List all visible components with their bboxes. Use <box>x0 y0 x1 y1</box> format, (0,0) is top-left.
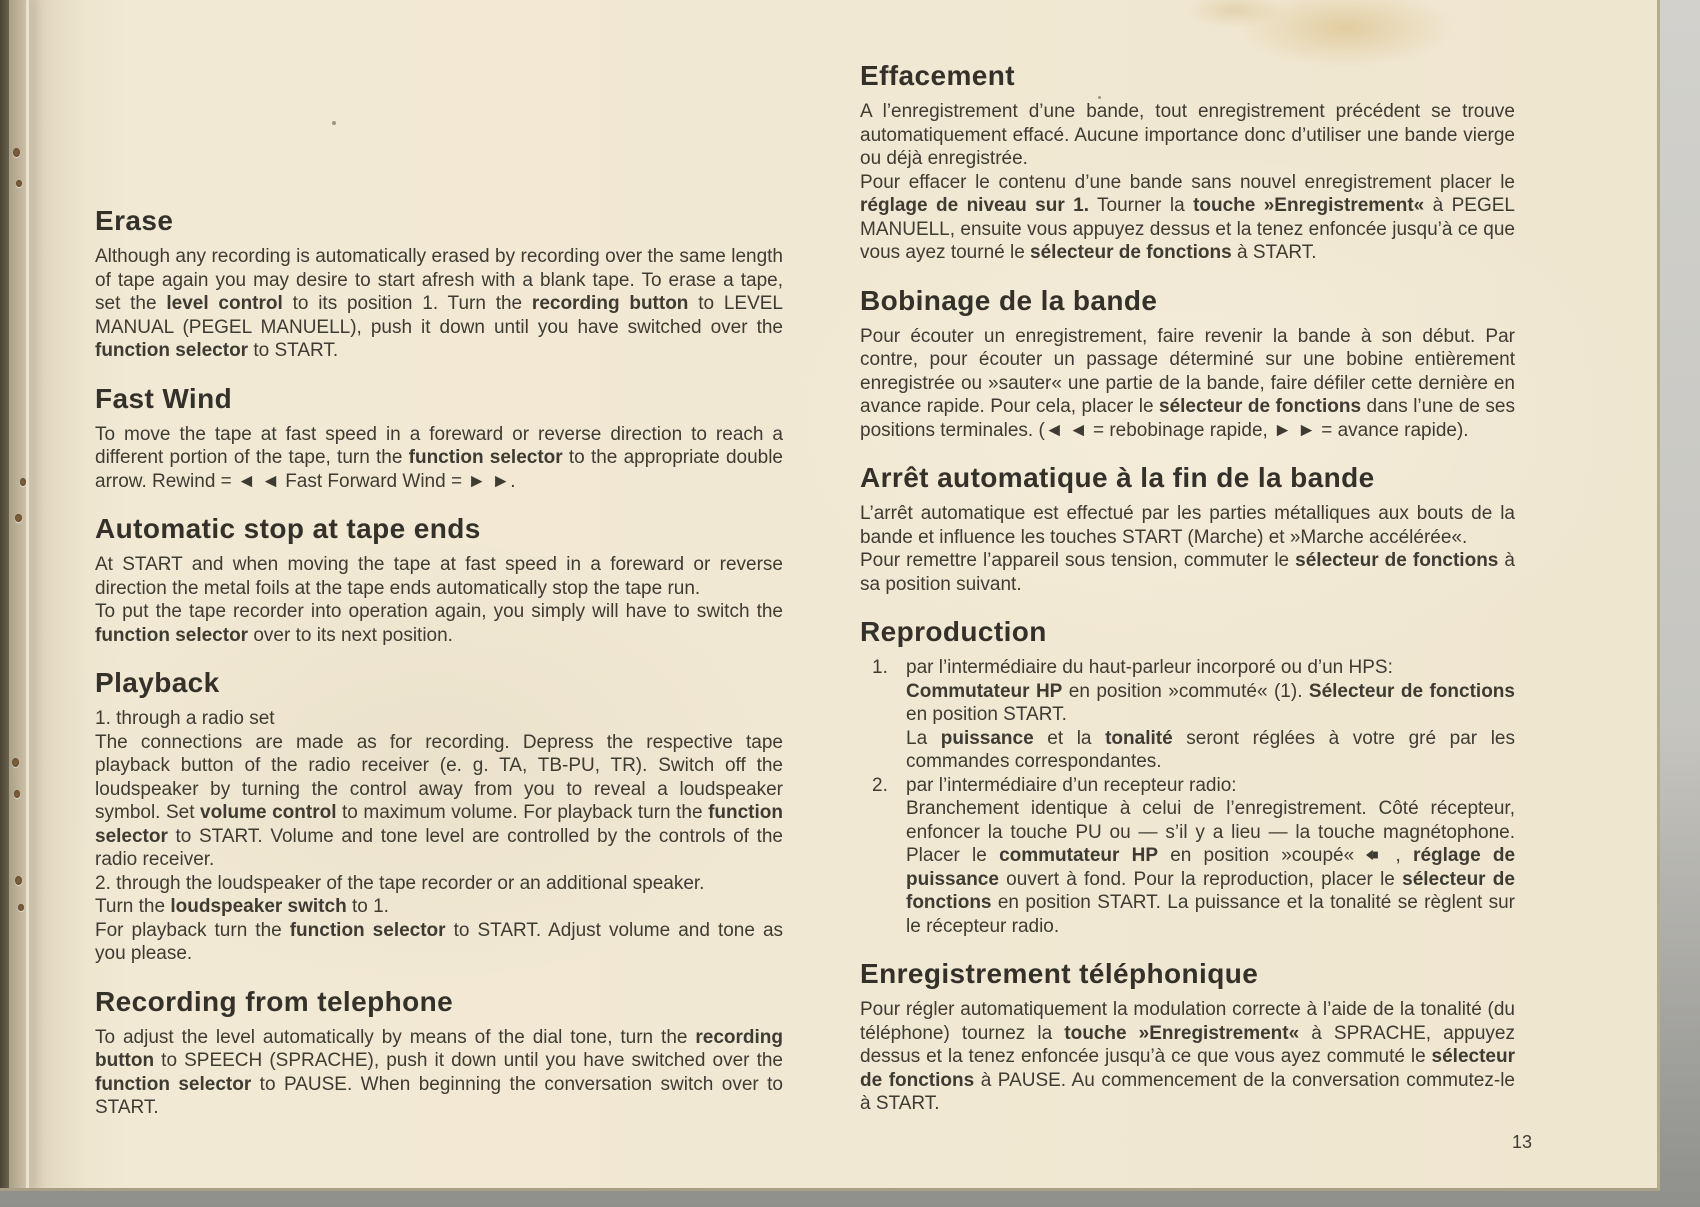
section-heading: Enregistrement téléphonique <box>860 958 1259 989</box>
text-run: en position START. <box>906 704 1067 725</box>
bold-term: commutateur HP <box>999 845 1159 866</box>
spine-edge <box>0 0 9 1188</box>
text-run: Pour effacer le contenu d’une bande sans nouvel enregistrement placer le <box>860 171 1515 193</box>
paragraph <box>860 797 1515 938</box>
text-run: à START. <box>1231 242 1317 263</box>
paragraph <box>860 100 1515 171</box>
text-run: La <box>906 727 941 749</box>
text-run: to START. Adjust volume and tone as you please. <box>95 919 784 964</box>
section-heading: Recording from telephone <box>95 985 454 1017</box>
text-run: To move the tape at fast speed in a foreward or reverse direction to reach a different portion of the tape, turn the <box>95 423 783 468</box>
list-marker: 2. <box>872 774 888 796</box>
text-run: en position »coupé« <box>1158 845 1367 866</box>
paragraph <box>95 1026 783 1120</box>
section-heading: Effacement <box>860 60 1015 91</box>
text-run: Pour remettre l’appareil sous tension, commuter le <box>860 550 1296 571</box>
text-run: to LEVEL MANUAL (PEGEL MANUELL), push it down until you have switched over the <box>95 293 783 338</box>
column-right <box>860 60 1515 1116</box>
text-run: To adjust the level automatically by means of the dial tone, turn the <box>95 1026 696 1048</box>
stitch-hole <box>13 148 20 157</box>
section-heading: Fast Wind <box>95 382 233 414</box>
list-item <box>860 656 1515 680</box>
text-run: à PEGEL MANUELL, ensuite vous appuyez dessus et la tenez enfoncée jusqu’à ce que vous ayez tourné le <box>860 195 1516 263</box>
bold-term: volume control <box>200 802 337 823</box>
stitch-hole <box>14 790 20 798</box>
text-run: en position START. La puissance et la tonalité se règlent sur le récepteur radio. <box>906 892 1515 937</box>
text-run: to SPEECH (SPRACHE), push it down until you have switched over the <box>154 1050 783 1071</box>
list-marker: 1. <box>872 657 888 678</box>
text-run: To put the tape recorder into operation again, you simply will have to switch the <box>95 601 783 622</box>
paragraph <box>95 919 783 966</box>
paragraph <box>95 600 783 647</box>
text-run: dans l’une de ses positions terminales. (◄ ◄ = rebobinage rapide, ► ► = avance rapide). <box>860 396 1515 441</box>
paragraph <box>95 731 783 872</box>
text-run: Pour écouter un enregistrement, faire revenir la bande à son début. Par contre, pour écouter un passage déterminé sur une bobine entièrement enregistrée ou »sauter« une partie de la bande, faire défiler cette dernière en avance rapide. Pour cela, placer le <box>860 325 1515 417</box>
bold-term: puissance <box>940 727 1034 749</box>
bold-term: tonalité <box>1105 727 1173 749</box>
paragraph <box>95 423 783 494</box>
paragraph <box>860 502 1515 549</box>
bold-term: Sélecteur de fonctions <box>1308 680 1515 702</box>
page-crease <box>26 0 29 1188</box>
bold-term: sélecteur de fonctions <box>906 868 1515 913</box>
paragraph <box>860 998 1515 1116</box>
paragraph <box>860 171 1515 265</box>
text-run: to its position 1. Turn the <box>282 293 532 314</box>
bold-term: function selector <box>95 340 249 361</box>
bold-term: touche »Enregistrement« <box>1064 1022 1300 1044</box>
bold-term: sélecteur de fonctions <box>1295 550 1499 571</box>
stitch-hole <box>20 478 26 486</box>
section-heading: Arrêt automatique à la fin de la bande <box>860 462 1375 493</box>
stitch-hole <box>15 514 22 522</box>
text-run: , <box>1383 845 1414 866</box>
text-run: to START. Volume and tone level are controlled by the controls of the radio receiver. <box>95 825 783 870</box>
section-heading: Bobinage de la bande <box>860 284 1158 316</box>
bold-term: function selector <box>408 447 563 468</box>
bold-term: function selector <box>95 624 249 646</box>
bold-term: réglage de puissance <box>906 845 1516 890</box>
text-run: seront réglées à votre gré par les commandes correspondantes. <box>906 727 1515 772</box>
text-run: over to its next position. <box>248 624 453 646</box>
text-run: to 1. <box>346 896 389 917</box>
list-item <box>860 774 1515 798</box>
text-run: Turn the <box>95 896 171 917</box>
text-run: à SPRACHE, appuyez dessus et la tenez enfoncée jusqu’à ce que vous ayez commuté le <box>860 1022 1515 1067</box>
text-run: Tourner la <box>1088 195 1194 216</box>
bold-term: recording button <box>531 293 689 314</box>
bold-term: Commutateur HP <box>906 680 1063 702</box>
stitch-hole <box>15 876 22 885</box>
bold-term: touche »Enregistrement« <box>1193 195 1425 216</box>
bold-term: function selector <box>95 1073 252 1095</box>
text-run: 2. through the loudspeaker of the tape recorder or an additional speaker. <box>95 872 705 894</box>
paragraph <box>860 680 1515 727</box>
text-run: to the appropriate double arrow. Rewind = ◄ ◄ Fast Forward Wind = ► ►. <box>95 447 783 492</box>
text-run: to maximum volume. For playback turn the <box>336 802 709 823</box>
paragraph <box>95 245 783 363</box>
paragraph <box>860 727 1515 774</box>
text-run: A l’enregistrement d’une bande, tout enregistrement précédent se trouve automatiquement effacé. Aucune importance donc d’utiliser une bande vierge ou déjà enregistrée. <box>860 101 1515 169</box>
bold-term: loudspeaker switch <box>170 896 347 917</box>
text-run: to PAUSE. When beginning the conversation switch over to START. <box>95 1073 784 1118</box>
text-run: For playback turn the <box>95 919 290 941</box>
text-run: par l’intermédiaire du haut-parleur incorporé ou d’un HPS: <box>906 657 1393 678</box>
text-run: à PAUSE. Au commencement de la conversation commutez-le à START. <box>860 1069 1515 1114</box>
text-run: en position »commuté« (1). <box>1062 680 1309 702</box>
text-run: à sa position suivant. <box>860 550 1515 595</box>
text-run: et la <box>1033 727 1106 749</box>
section-heading: Erase <box>95 205 174 236</box>
speaker-muted-icon <box>1366 844 1383 868</box>
section-heading: Reproduction <box>860 616 1047 647</box>
bold-term: recording button <box>95 1026 783 1071</box>
paragraph <box>95 872 783 896</box>
text-run: 1. through a radio set <box>95 708 275 729</box>
bold-term: level control <box>166 293 283 314</box>
paragraph <box>95 895 783 919</box>
section-heading: Playback <box>95 667 220 698</box>
stitch-hole <box>12 758 19 767</box>
binding-shadow <box>9 0 89 1188</box>
column-left <box>95 205 783 1120</box>
text-run: The connections are made as for recording. Depress the respective tape playback button of the radio receiver (e. g. TA, TB-PU, TR). Switch off the loudspeaker by turning the control away from you to reveal a loudspeaker symbol. Set <box>95 731 783 823</box>
bold-term: sélecteur de fonctions <box>860 1046 1515 1091</box>
stitch-hole <box>18 904 24 911</box>
text-run: ouvert à fond. Pour la reproduction, placer le <box>998 868 1403 890</box>
text-run: Branchement identique à celui de l’enregistrement. Côté récepteur, enfoncer la touche PU ou — s’il y a lieu — la touche magnétophone. Placer le <box>906 798 1515 866</box>
paragraph <box>95 553 783 600</box>
text-run: Pour régler automatiquement la modulation correcte à l’aide de la tonalité (du téléphone) tournez la <box>860 999 1515 1044</box>
paragraph <box>95 707 783 731</box>
section-heading: Automatic stop at tape ends <box>95 513 481 544</box>
bold-term: sélecteur de fonctions <box>1159 396 1362 417</box>
stitch-hole <box>16 180 22 187</box>
bold-term: sélecteur de fonctions <box>1030 242 1232 263</box>
text-run: to START. <box>248 340 339 361</box>
paragraph <box>860 549 1515 596</box>
bold-term: réglage de niveau sur 1. <box>860 195 1089 216</box>
bold-term: function selector <box>289 919 446 941</box>
bold-term: function selector <box>95 802 783 847</box>
text-run: At START and when moving the tape at fast speed in a foreward or reverse direction the metal foils at the tape ends automatically stop the tape run. <box>95 554 783 599</box>
text-run: par l’intermédiaire d’un recepteur radio: <box>906 774 1237 796</box>
text-run: L’arrêt automatique est effectué par les parties métalliques aux bouts de la bande et influence les touches START (Marche) et »Marche accélérée«. <box>860 503 1515 548</box>
paper-speck <box>332 121 336 125</box>
text-run: Although any recording is automatically erased by recording over the same length of tape again you may desire to start afresh with a blank tape. To erase a tape, set the <box>95 246 783 314</box>
paragraph <box>860 325 1515 443</box>
page-number: 13 <box>1512 1132 1533 1152</box>
